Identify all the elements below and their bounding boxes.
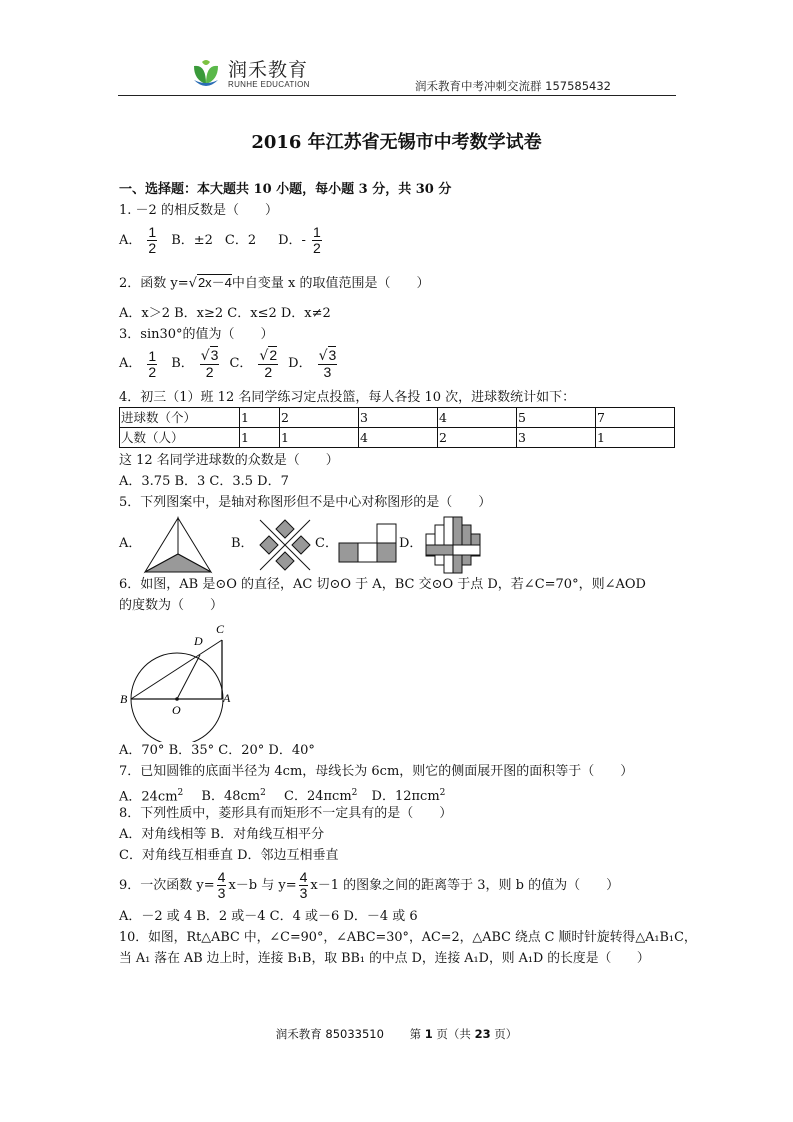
q2-stem-start: 2．函数 y= — [119, 276, 189, 291]
q3-option-d: D． — [288, 356, 312, 371]
q5-option-a: A． — [119, 536, 142, 551]
q6-circle-figure — [115, 620, 235, 742]
q8-stem: 8．下列性质中，菱形具有而矩形不一定具有的是（ ） — [119, 806, 453, 821]
table-row — [120, 408, 675, 428]
page-footer — [0, 1026, 793, 1042]
numerator: 1 — [312, 224, 321, 240]
q9-stem-end: x－1 的图象之间的距离等于 3，则 b 的值为（ ） — [310, 877, 620, 893]
logo-cn: 润禾教育 — [228, 58, 309, 81]
table-cell: 1 — [596, 428, 675, 448]
table-cell: 4 — [359, 428, 438, 448]
header-group-info: 润禾教育中考冲刺交流群 157585432 — [415, 79, 612, 93]
denominator: 3 — [323, 364, 332, 380]
q9-options: A．－2 或 4 B．2 或－4 C．4 或－6 D．－4 或 6 — [119, 909, 418, 924]
footer-total-pages: 23 — [474, 1027, 491, 1041]
table-cell: 进球数（个） — [120, 408, 240, 428]
q2-stem-end: 中自变量 x 的取值范围是（ ） — [231, 276, 430, 291]
numerator — [200, 348, 220, 365]
denominator: 2 — [312, 240, 321, 256]
leaf-logo-icon — [190, 58, 222, 90]
q3-d-fraction — [318, 348, 338, 380]
q10-line2: 当 A₁ 落在 AB 边上时，连接 B₁B，取 BB₁ 的中点 D，连接 A₁D，则 A₁D 的长度是（ ） — [119, 951, 650, 966]
q7-option-d: D．12πcm — [371, 789, 440, 805]
sqrt-icon: √ — [200, 348, 210, 364]
q5-figure-a-triangle — [143, 516, 213, 574]
q1-option-b: B．±2 — [171, 232, 213, 248]
q9-fraction-1 — [217, 870, 227, 901]
q7-stem: 7．已知圆锥的底面半径为 4cm，母线长为 6cm，则它的侧面展开图的面积等于（ ） — [119, 764, 634, 779]
q7-options — [119, 785, 445, 805]
q6-options: A．70° B．35° C．20° D．40° — [119, 743, 315, 758]
q6-stem-line1: 6．如图，AB 是⊙O 的直径，AC 切⊙O 于 A，BC 交⊙O 于点 D，若∠C=70°，则∠AOD — [119, 577, 646, 592]
table-cell: 2 — [280, 408, 359, 428]
table-cell: 4 — [438, 408, 517, 428]
radicand: 2 — [269, 347, 278, 363]
footer-org: 润禾教育 85033510 — [275, 1027, 384, 1041]
q5-figure-b-diamonds — [256, 516, 314, 574]
q7-option-a: A．24cm — [119, 789, 178, 805]
footer-page-suffix: 页） — [494, 1027, 518, 1041]
denominator: 2 — [148, 240, 157, 256]
q2-options: A．x＞2 B．x≥2 C．x≤2 D．x≠2 — [119, 306, 331, 321]
footer-page-mid: 页（共 — [436, 1027, 471, 1041]
q9-stem-start: 9．一次函数 y= — [119, 877, 215, 893]
q9-fraction-2 — [299, 870, 309, 901]
q2-stem — [119, 275, 430, 292]
label-d: D — [194, 634, 203, 648]
q3-option-b: B． — [171, 356, 194, 371]
runhe-logo — [190, 58, 310, 90]
sqrt-icon: √ — [188, 276, 197, 291]
radicand: 3 — [328, 347, 337, 363]
q3-b-fraction — [200, 348, 220, 380]
q5-option-d: D． — [399, 536, 423, 551]
table-row — [120, 428, 675, 448]
page-title: 2016 年江苏省无锡市中考数学试卷 — [251, 132, 542, 153]
numerator: 1 — [148, 224, 157, 240]
table-cell: 7 — [596, 408, 675, 428]
q1-option-a: A． — [119, 232, 142, 248]
q4-stem: 4．初三（1）班 12 名同学练习定点投篮，每人各投 10 次，进球数统计如下： — [119, 390, 576, 405]
q5-figure-c-squares — [338, 520, 400, 570]
numerator: 4 — [299, 869, 308, 885]
q10-line1: 10．如图，Rt△ABC 中，∠C=90°，∠ABC=30°，AC=2，△ABC 绕点 C 顺时针旋转得△A₁B₁C， — [119, 930, 697, 945]
q1-d-fraction — [312, 225, 322, 256]
numerator — [258, 348, 278, 365]
q3-options — [119, 348, 339, 380]
table-cell: 3 — [517, 428, 596, 448]
table-cell: 3 — [359, 408, 438, 428]
denominator: 2 — [205, 364, 214, 380]
q3-option-a: A． — [119, 356, 142, 371]
numerator: 1 — [148, 347, 157, 364]
numerator: 4 — [217, 869, 226, 885]
q2-radicand: 2x－4 — [197, 275, 232, 290]
q7-option-c: C．24πcm — [284, 789, 352, 805]
table-cell: 2 — [438, 428, 517, 448]
q1-option-d: D．- — [278, 232, 306, 248]
sqrt-icon: √ — [259, 348, 269, 364]
q8-options-2: C．对角线互相垂直 D．邻边互相垂直 — [119, 848, 339, 863]
q4-stats-table — [119, 407, 675, 448]
q4-question: 这 12 名同学进球数的众数是（ ） — [119, 453, 339, 468]
label-c: C — [216, 622, 225, 636]
numerator — [318, 348, 338, 365]
q3-a-fraction — [147, 349, 157, 380]
label-o: O — [172, 703, 181, 717]
superscript: 2 — [351, 788, 358, 798]
q1-stem: 1. －2 的相反数是（ ） — [119, 203, 278, 218]
q9-stem — [119, 870, 619, 901]
q1-options — [119, 225, 324, 256]
q5-stem: 5．下列图案中，是轴对称图形但不是中心对称图形的是（ ） — [119, 495, 492, 510]
label-b: B — [120, 692, 128, 706]
superscript: 2 — [439, 788, 446, 798]
q7-option-b: B．48cm — [201, 789, 261, 805]
q5-option-c: C． — [315, 536, 338, 551]
table-cell: 1 — [240, 408, 280, 428]
logo-en: RUNHE EDUCATION — [228, 79, 310, 89]
label-a: A — [223, 691, 231, 705]
q5-option-b: B． — [231, 536, 254, 551]
radicand: 3 — [210, 347, 219, 363]
superscript: 2 — [177, 788, 184, 798]
footer-page-number: 1 — [424, 1027, 433, 1041]
table-cell: 人数（人） — [120, 428, 240, 448]
q4-options: A．3.75 B．3 C．3.5 D．7 — [119, 474, 289, 489]
sqrt-icon: √ — [318, 348, 328, 364]
q1-option-c: C．2 — [224, 232, 257, 248]
table-cell: 1 — [280, 428, 359, 448]
footer-page-prefix: 第 — [409, 1027, 422, 1041]
q3-stem: 3．sin30°的值为（ ） — [119, 327, 274, 342]
q8-options-1: A．对角线相等 B．对角线互相平分 — [119, 827, 325, 842]
superscript: 2 — [260, 788, 266, 798]
table-cell: 5 — [517, 408, 596, 428]
header-rule — [118, 95, 676, 96]
q9-stem-mid: x－b 与 y= — [228, 877, 297, 893]
q6-stem-line2: 的度数为（ ） — [119, 598, 224, 613]
section-heading: 一、选择题：本大题共 10 小题，每小题 3 分，共 30 分 — [119, 182, 452, 197]
denominator: 2 — [148, 363, 157, 380]
q3-option-c: C． — [229, 356, 253, 371]
q3-c-fraction — [258, 348, 278, 380]
denominator: 2 — [264, 364, 273, 380]
q1-a-fraction — [147, 225, 157, 256]
denominator: 3 — [299, 885, 308, 901]
q5-figure-d-cross — [423, 515, 485, 575]
denominator: 3 — [217, 885, 226, 901]
table-cell: 1 — [240, 428, 280, 448]
